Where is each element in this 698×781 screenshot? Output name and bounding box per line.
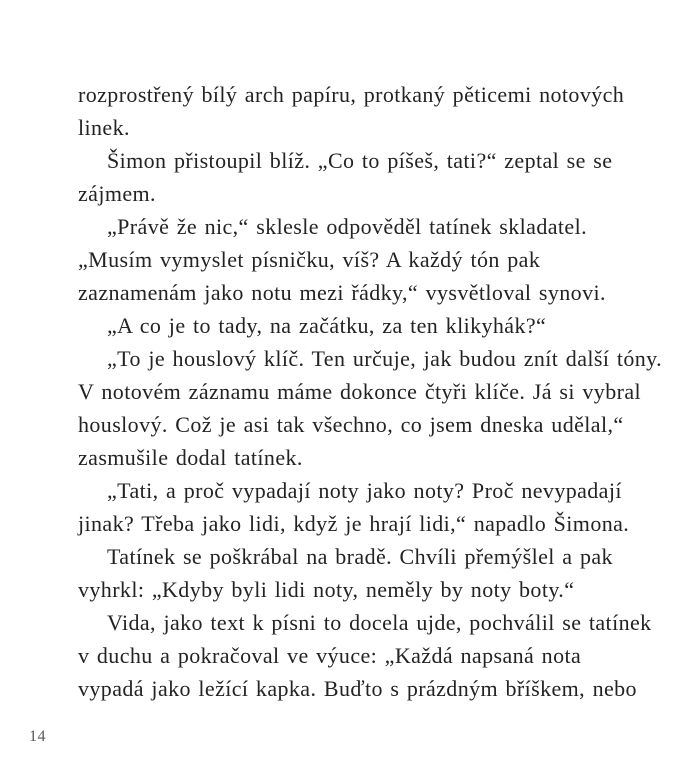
text-line: linek. [78,115,130,140]
text-line: jinak? Třeba jako lidi, když je hrají lidi,“ napadlo Šimona. [78,511,630,536]
text-line: rozprostřený bílý arch papíru, protkaný pěticemi notových [78,82,625,107]
text-line: zájmem. [78,181,156,206]
page-number: 14 [29,728,46,745]
text-line: „To je houslový klíč. Ten určuje, jak budou znít další tóny. [107,346,663,371]
text-line: vyhrkl: „Kdyby byli lidi noty, neměly by noty boty.“ [78,577,575,602]
page-text [78,78,663,705]
text-line: vypadá jako ležící kapka. Buďto s prázdným bříškem, nebo [78,676,637,701]
text-line: „Musím vymyslet písničku, víš? A každý tón pak [78,247,541,272]
text-line: v duchu a pokračoval ve výuce: „Každá napsaná nota [78,643,582,668]
text-line: „Právě že nic,“ sklesle odpověděl tatínek skladatel. [107,214,588,239]
text-line: Tatínek se poškrábal na bradě. Chvíli přemýšlel a pak [107,544,613,569]
text-line: zasmušile dodal tatínek. [78,445,303,470]
text-line: Šimon přistoupil blíž. „Co to píšeš, tati?“ zeptal se se [107,148,613,173]
text-line: „Tati, a proč vypadají noty jako noty? Proč nevypadají [107,478,622,503]
text-line: V notovém záznamu máme dokonce čtyři klíče. Já si vybral [78,379,642,404]
text-line: houslový. Což je asi tak všechno, co jsem dneska udělal,“ [78,412,624,437]
text-line: „A co je to tady, na začátku, za ten klikyhák?“ [107,313,547,338]
text-line: zaznamenám jako notu mezi řádky,“ vysvětloval synovi. [78,280,606,305]
text-line: Vida, jako text k písni to docela ujde, pochválil se tatínek [107,610,652,635]
